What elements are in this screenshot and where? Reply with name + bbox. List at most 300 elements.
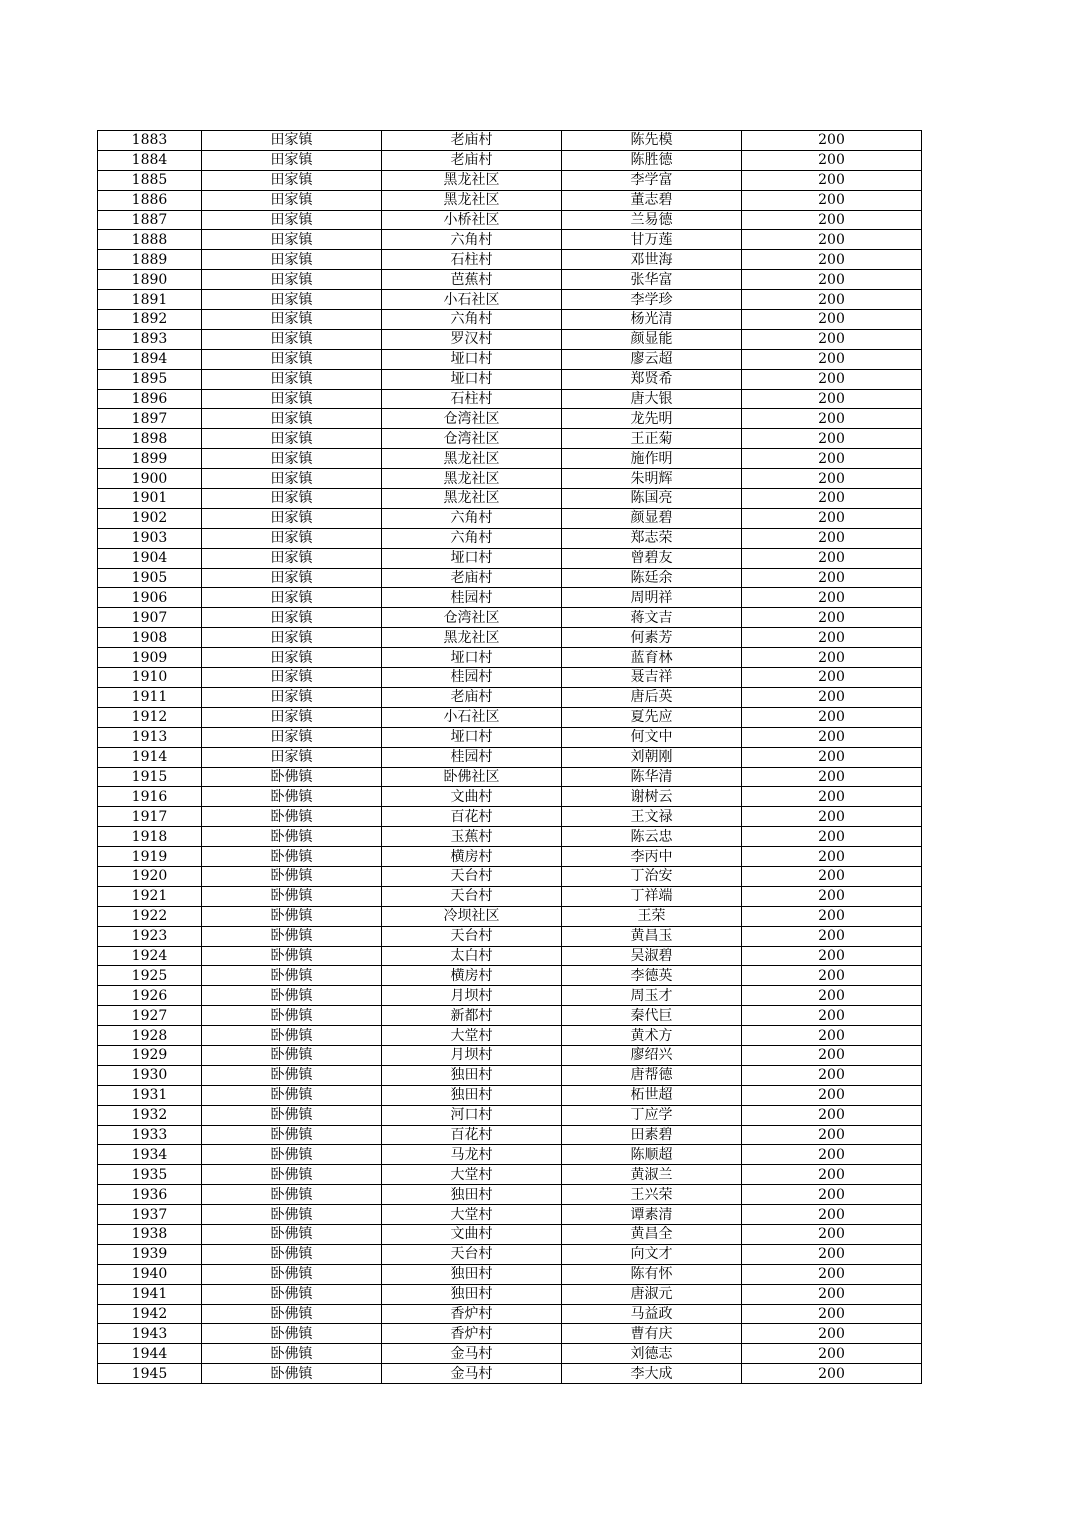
village-cell: 桂园村 <box>382 668 562 688</box>
index-cell: 1915 <box>98 767 202 787</box>
village-cell: 太白村 <box>382 946 562 966</box>
town-cell: 卧佛镇 <box>202 1045 382 1065</box>
table-row <box>98 389 922 409</box>
index-cell: 1940 <box>98 1264 202 1284</box>
town-cell: 田家镇 <box>202 170 382 190</box>
table-row <box>98 1344 922 1364</box>
town-cell: 卧佛镇 <box>202 807 382 827</box>
index-cell: 1897 <box>98 409 202 429</box>
table-row <box>98 1284 922 1304</box>
village-cell: 香炉村 <box>382 1324 562 1344</box>
index-cell: 1888 <box>98 230 202 250</box>
name-cell: 丁治安 <box>562 866 742 886</box>
village-cell: 金马村 <box>382 1364 562 1384</box>
town-cell: 田家镇 <box>202 329 382 349</box>
name-cell: 颜显碧 <box>562 508 742 528</box>
name-cell: 龙先明 <box>562 409 742 429</box>
index-cell: 1905 <box>98 568 202 588</box>
table-row <box>98 170 922 190</box>
village-cell: 天台村 <box>382 1244 562 1264</box>
table-row <box>98 886 922 906</box>
village-cell: 石柱村 <box>382 250 562 270</box>
amount-cell: 200 <box>742 170 922 190</box>
table-row <box>98 707 922 727</box>
village-cell: 黑龙社区 <box>382 489 562 509</box>
table-row <box>98 727 922 747</box>
table-row <box>98 429 922 449</box>
town-cell: 卧佛镇 <box>202 1324 382 1344</box>
village-cell: 黑龙社区 <box>382 170 562 190</box>
table-row <box>98 1006 922 1026</box>
name-cell: 秦代巨 <box>562 1006 742 1026</box>
village-cell: 芭蕉村 <box>382 270 562 290</box>
table-row <box>98 946 922 966</box>
town-cell: 田家镇 <box>202 707 382 727</box>
village-cell: 石柱村 <box>382 389 562 409</box>
amount-cell: 200 <box>742 1264 922 1284</box>
town-cell: 田家镇 <box>202 250 382 270</box>
name-cell: 吴淑碧 <box>562 946 742 966</box>
town-cell: 卧佛镇 <box>202 1224 382 1244</box>
town-cell: 田家镇 <box>202 310 382 330</box>
index-cell: 1892 <box>98 310 202 330</box>
index-cell: 1935 <box>98 1165 202 1185</box>
name-cell: 王文禄 <box>562 807 742 827</box>
town-cell: 卧佛镇 <box>202 1085 382 1105</box>
index-cell: 1884 <box>98 150 202 170</box>
name-cell: 何素芳 <box>562 628 742 648</box>
index-cell: 1922 <box>98 906 202 926</box>
index-cell: 1901 <box>98 489 202 509</box>
name-cell: 丁应学 <box>562 1105 742 1125</box>
name-cell: 刘朝刚 <box>562 747 742 767</box>
village-cell: 老庙村 <box>382 131 562 151</box>
town-cell: 卧佛镇 <box>202 827 382 847</box>
amount-cell: 200 <box>742 628 922 648</box>
village-cell: 独田村 <box>382 1185 562 1205</box>
town-cell: 田家镇 <box>202 568 382 588</box>
village-cell: 垭口村 <box>382 369 562 389</box>
village-cell: 仓湾社区 <box>382 429 562 449</box>
index-cell: 1920 <box>98 866 202 886</box>
name-cell: 马益政 <box>562 1304 742 1324</box>
town-cell: 田家镇 <box>202 270 382 290</box>
table-row <box>98 1324 922 1344</box>
name-cell: 谭素清 <box>562 1205 742 1225</box>
village-cell: 金马村 <box>382 1344 562 1364</box>
index-cell: 1939 <box>98 1244 202 1264</box>
name-cell: 廖云超 <box>562 349 742 369</box>
amount-cell: 200 <box>742 290 922 310</box>
index-cell: 1931 <box>98 1085 202 1105</box>
index-cell: 1908 <box>98 628 202 648</box>
name-cell: 李大成 <box>562 1364 742 1384</box>
town-cell: 卧佛镇 <box>202 1304 382 1324</box>
village-cell: 垭口村 <box>382 548 562 568</box>
index-cell: 1930 <box>98 1065 202 1085</box>
town-cell: 卧佛镇 <box>202 847 382 867</box>
index-cell: 1913 <box>98 727 202 747</box>
village-cell: 百花村 <box>382 1125 562 1145</box>
amount-cell: 200 <box>742 986 922 1006</box>
amount-cell: 200 <box>742 568 922 588</box>
village-cell: 黑龙社区 <box>382 628 562 648</box>
name-cell: 甘万莲 <box>562 230 742 250</box>
amount-cell: 200 <box>742 1145 922 1165</box>
table-row <box>98 409 922 429</box>
name-cell: 聂吉祥 <box>562 668 742 688</box>
amount-cell: 200 <box>742 1065 922 1085</box>
village-cell: 六角村 <box>382 508 562 528</box>
town-cell: 卧佛镇 <box>202 1026 382 1046</box>
table-row <box>98 588 922 608</box>
index-cell: 1890 <box>98 270 202 290</box>
amount-cell: 200 <box>742 827 922 847</box>
table-row <box>98 926 922 946</box>
town-cell: 卧佛镇 <box>202 1125 382 1145</box>
table-row <box>98 1205 922 1225</box>
town-cell: 卧佛镇 <box>202 866 382 886</box>
name-cell: 陈廷余 <box>562 568 742 588</box>
name-cell: 邓世海 <box>562 250 742 270</box>
index-cell: 1914 <box>98 747 202 767</box>
amount-cell: 200 <box>742 389 922 409</box>
name-cell: 郑志荣 <box>562 528 742 548</box>
village-cell: 独田村 <box>382 1085 562 1105</box>
amount-cell: 200 <box>742 508 922 528</box>
town-cell: 田家镇 <box>202 150 382 170</box>
index-cell: 1938 <box>98 1224 202 1244</box>
amount-cell: 200 <box>742 1364 922 1384</box>
index-cell: 1895 <box>98 369 202 389</box>
town-cell: 田家镇 <box>202 389 382 409</box>
town-cell: 田家镇 <box>202 588 382 608</box>
amount-cell: 200 <box>742 489 922 509</box>
name-cell: 黄昌玉 <box>562 926 742 946</box>
index-cell: 1907 <box>98 608 202 628</box>
name-cell: 唐帮德 <box>562 1065 742 1085</box>
amount-cell: 200 <box>742 668 922 688</box>
town-cell: 田家镇 <box>202 687 382 707</box>
town-cell: 田家镇 <box>202 608 382 628</box>
village-cell: 桂园村 <box>382 747 562 767</box>
table-row <box>98 369 922 389</box>
village-cell: 大堂村 <box>382 1026 562 1046</box>
table-row <box>98 648 922 668</box>
village-cell: 垭口村 <box>382 648 562 668</box>
index-cell: 1943 <box>98 1324 202 1344</box>
village-cell: 大堂村 <box>382 1205 562 1225</box>
village-cell: 独田村 <box>382 1264 562 1284</box>
table-row <box>98 687 922 707</box>
table-row <box>98 847 922 867</box>
amount-cell: 200 <box>742 787 922 807</box>
name-cell: 陈胜德 <box>562 150 742 170</box>
town-cell: 田家镇 <box>202 349 382 369</box>
town-cell: 田家镇 <box>202 290 382 310</box>
name-cell: 颜显能 <box>562 329 742 349</box>
table-row <box>98 906 922 926</box>
index-cell: 1923 <box>98 926 202 946</box>
village-cell: 月坝村 <box>382 986 562 1006</box>
town-cell: 卧佛镇 <box>202 1065 382 1085</box>
town-cell: 卧佛镇 <box>202 946 382 966</box>
town-cell: 卧佛镇 <box>202 1185 382 1205</box>
amount-cell: 200 <box>742 429 922 449</box>
town-cell: 田家镇 <box>202 449 382 469</box>
amount-cell: 200 <box>742 608 922 628</box>
town-cell: 卧佛镇 <box>202 1165 382 1185</box>
town-cell: 卧佛镇 <box>202 1344 382 1364</box>
name-cell: 柘世超 <box>562 1085 742 1105</box>
name-cell: 董志碧 <box>562 190 742 210</box>
name-cell: 廖绍兴 <box>562 1045 742 1065</box>
index-cell: 1912 <box>98 707 202 727</box>
amount-cell: 200 <box>742 548 922 568</box>
name-cell: 朱明辉 <box>562 469 742 489</box>
amount-cell: 200 <box>742 329 922 349</box>
town-cell: 卧佛镇 <box>202 906 382 926</box>
village-cell: 卧佛社区 <box>382 767 562 787</box>
table-row <box>98 1065 922 1085</box>
town-cell: 田家镇 <box>202 489 382 509</box>
town-cell: 卧佛镇 <box>202 926 382 946</box>
town-cell: 田家镇 <box>202 429 382 449</box>
amount-cell: 200 <box>742 1185 922 1205</box>
amount-cell: 200 <box>742 349 922 369</box>
village-cell: 天台村 <box>382 866 562 886</box>
village-cell: 小石社区 <box>382 290 562 310</box>
table-row <box>98 1264 922 1284</box>
index-cell: 1925 <box>98 966 202 986</box>
table-row <box>98 767 922 787</box>
index-cell: 1941 <box>98 1284 202 1304</box>
town-cell: 田家镇 <box>202 508 382 528</box>
village-cell: 河口村 <box>382 1105 562 1125</box>
table-row <box>98 1304 922 1324</box>
amount-cell: 200 <box>742 707 922 727</box>
village-cell: 小石社区 <box>382 707 562 727</box>
table-row <box>98 349 922 369</box>
name-cell: 陈国亮 <box>562 489 742 509</box>
name-cell: 兰易德 <box>562 210 742 230</box>
name-cell: 郑贤希 <box>562 369 742 389</box>
index-cell: 1924 <box>98 946 202 966</box>
town-cell: 田家镇 <box>202 230 382 250</box>
table-body <box>98 131 922 1384</box>
name-cell: 王正菊 <box>562 429 742 449</box>
town-cell: 卧佛镇 <box>202 767 382 787</box>
name-cell: 周明祥 <box>562 588 742 608</box>
name-cell: 丁祥端 <box>562 886 742 906</box>
index-cell: 1886 <box>98 190 202 210</box>
village-cell: 玉蕉村 <box>382 827 562 847</box>
table-row <box>98 250 922 270</box>
village-cell: 仓湾社区 <box>382 409 562 429</box>
amount-cell: 200 <box>742 310 922 330</box>
village-cell: 老庙村 <box>382 568 562 588</box>
amount-cell: 200 <box>742 1006 922 1026</box>
amount-cell: 200 <box>742 230 922 250</box>
village-cell: 文曲村 <box>382 787 562 807</box>
name-cell: 何文中 <box>562 727 742 747</box>
town-cell: 卧佛镇 <box>202 1244 382 1264</box>
table-row <box>98 290 922 310</box>
index-cell: 1918 <box>98 827 202 847</box>
town-cell: 田家镇 <box>202 747 382 767</box>
village-cell: 独田村 <box>382 1284 562 1304</box>
index-cell: 1934 <box>98 1145 202 1165</box>
town-cell: 卧佛镇 <box>202 966 382 986</box>
table-row <box>98 1105 922 1125</box>
amount-cell: 200 <box>742 866 922 886</box>
amount-cell: 200 <box>742 648 922 668</box>
amount-cell: 200 <box>742 210 922 230</box>
name-cell: 曾碧友 <box>562 548 742 568</box>
index-cell: 1911 <box>98 687 202 707</box>
amount-cell: 200 <box>742 1324 922 1344</box>
index-cell: 1917 <box>98 807 202 827</box>
amount-cell: 200 <box>742 1045 922 1065</box>
amount-cell: 200 <box>742 946 922 966</box>
amount-cell: 200 <box>742 449 922 469</box>
index-cell: 1937 <box>98 1205 202 1225</box>
table-row <box>98 747 922 767</box>
name-cell: 刘德志 <box>562 1344 742 1364</box>
amount-cell: 200 <box>742 966 922 986</box>
table-row <box>98 508 922 528</box>
index-cell: 1893 <box>98 329 202 349</box>
table-row <box>98 449 922 469</box>
town-cell: 田家镇 <box>202 727 382 747</box>
index-cell: 1894 <box>98 349 202 369</box>
table-row <box>98 310 922 330</box>
name-cell: 李学富 <box>562 170 742 190</box>
town-cell: 田家镇 <box>202 210 382 230</box>
name-cell: 张华富 <box>562 270 742 290</box>
index-cell: 1885 <box>98 170 202 190</box>
town-cell: 田家镇 <box>202 131 382 151</box>
name-cell: 唐淑元 <box>562 1284 742 1304</box>
town-cell: 卧佛镇 <box>202 1205 382 1225</box>
name-cell: 王兴荣 <box>562 1185 742 1205</box>
table-row <box>98 469 922 489</box>
index-cell: 1916 <box>98 787 202 807</box>
village-cell: 月坝村 <box>382 1045 562 1065</box>
town-cell: 田家镇 <box>202 648 382 668</box>
name-cell: 夏先应 <box>562 707 742 727</box>
name-cell: 陈顺超 <box>562 1145 742 1165</box>
amount-cell: 200 <box>742 747 922 767</box>
table-row <box>98 1224 922 1244</box>
village-cell: 新都村 <box>382 1006 562 1026</box>
table-row <box>98 329 922 349</box>
village-cell: 罗汉村 <box>382 329 562 349</box>
village-cell: 仓湾社区 <box>382 608 562 628</box>
town-cell: 田家镇 <box>202 409 382 429</box>
name-cell: 黄昌全 <box>562 1224 742 1244</box>
name-cell: 蓝育林 <box>562 648 742 668</box>
name-cell: 黄淑兰 <box>562 1165 742 1185</box>
amount-cell: 200 <box>742 767 922 787</box>
village-cell: 六角村 <box>382 230 562 250</box>
index-cell: 1929 <box>98 1045 202 1065</box>
amount-cell: 200 <box>742 1105 922 1125</box>
index-cell: 1887 <box>98 210 202 230</box>
index-cell: 1936 <box>98 1185 202 1205</box>
amount-cell: 200 <box>742 1165 922 1185</box>
table-row <box>98 190 922 210</box>
index-cell: 1944 <box>98 1344 202 1364</box>
town-cell: 卧佛镇 <box>202 886 382 906</box>
index-cell: 1928 <box>98 1026 202 1046</box>
name-cell: 陈华清 <box>562 767 742 787</box>
name-cell: 施作明 <box>562 449 742 469</box>
amount-cell: 200 <box>742 1244 922 1264</box>
index-cell: 1906 <box>98 588 202 608</box>
village-cell: 横房村 <box>382 847 562 867</box>
table-row <box>98 1085 922 1105</box>
index-cell: 1927 <box>98 1006 202 1026</box>
table-row <box>98 1244 922 1264</box>
town-cell: 田家镇 <box>202 469 382 489</box>
amount-cell: 200 <box>742 1284 922 1304</box>
table-row <box>98 230 922 250</box>
town-cell: 卧佛镇 <box>202 1006 382 1026</box>
index-cell: 1910 <box>98 668 202 688</box>
village-cell: 垭口村 <box>382 349 562 369</box>
amount-cell: 200 <box>742 469 922 489</box>
amount-cell: 200 <box>742 1205 922 1225</box>
name-cell: 李丙中 <box>562 847 742 867</box>
village-cell: 香炉村 <box>382 1304 562 1324</box>
data-table <box>97 130 922 1384</box>
table-row <box>98 787 922 807</box>
amount-cell: 200 <box>742 847 922 867</box>
name-cell: 杨光清 <box>562 310 742 330</box>
index-cell: 1942 <box>98 1304 202 1324</box>
amount-cell: 200 <box>742 409 922 429</box>
amount-cell: 200 <box>742 369 922 389</box>
town-cell: 田家镇 <box>202 548 382 568</box>
village-cell: 冷坝社区 <box>382 906 562 926</box>
village-cell: 天台村 <box>382 926 562 946</box>
name-cell: 陈云忠 <box>562 827 742 847</box>
index-cell: 1909 <box>98 648 202 668</box>
index-cell: 1921 <box>98 886 202 906</box>
amount-cell: 200 <box>742 926 922 946</box>
name-cell: 田素碧 <box>562 1125 742 1145</box>
amount-cell: 200 <box>742 1125 922 1145</box>
village-cell: 天台村 <box>382 886 562 906</box>
name-cell: 周玉才 <box>562 986 742 1006</box>
name-cell: 李德英 <box>562 966 742 986</box>
table-row <box>98 1165 922 1185</box>
village-cell: 马龙村 <box>382 1145 562 1165</box>
index-cell: 1898 <box>98 429 202 449</box>
village-cell: 老庙村 <box>382 687 562 707</box>
index-cell: 1904 <box>98 548 202 568</box>
name-cell: 蒋文吉 <box>562 608 742 628</box>
index-cell: 1903 <box>98 528 202 548</box>
table-row <box>98 210 922 230</box>
index-cell: 1933 <box>98 1125 202 1145</box>
amount-cell: 200 <box>742 807 922 827</box>
index-cell: 1932 <box>98 1105 202 1125</box>
village-cell: 六角村 <box>382 310 562 330</box>
name-cell: 王荣 <box>562 906 742 926</box>
amount-cell: 200 <box>742 906 922 926</box>
